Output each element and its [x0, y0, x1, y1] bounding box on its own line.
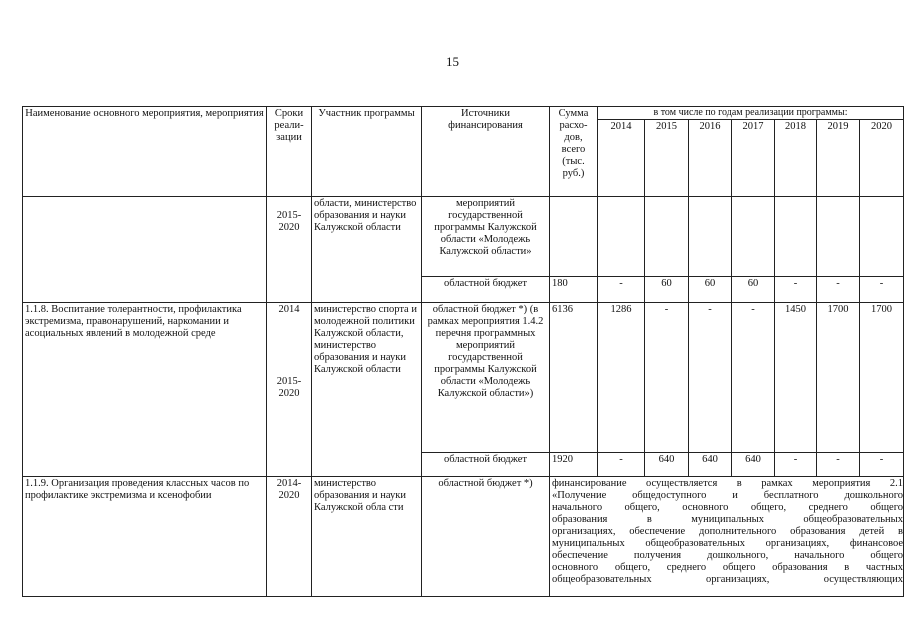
- financing-note-text: [552, 478, 903, 586]
- year-value: -: [775, 453, 817, 477]
- financing-note-line: основного общего, среднего общего образования в частных: [552, 562, 903, 573]
- header-year: 2019: [817, 120, 860, 197]
- header-year: 2020: [860, 120, 904, 197]
- financing-note-line: образования в муниципальных общеобразовательных: [552, 514, 903, 525]
- terms-value: 2014: [278, 304, 300, 315]
- activity-name: [23, 197, 267, 303]
- financing-source: областной бюджет: [422, 277, 550, 303]
- activity-terms: [267, 197, 312, 303]
- terms-value: 2015-2020: [276, 210, 302, 233]
- header-year: 2018: [775, 120, 817, 197]
- activity-participant: области, министерство образования и науки Калужской области: [312, 197, 422, 303]
- financing-note-line: обеспечение получения дошкольного, начального общего: [552, 550, 903, 561]
- table-row: [23, 197, 904, 277]
- sum-value: 6136: [550, 303, 598, 453]
- year-value: 60: [689, 277, 732, 303]
- year-value: -: [775, 277, 817, 303]
- year-value: 1286: [598, 303, 645, 453]
- year-value: -: [860, 453, 904, 477]
- financing-note-line: муниципальных общеобразовательных организациях, финансовое: [552, 538, 903, 549]
- program-activities-table: [22, 106, 904, 597]
- year-value: [598, 197, 645, 277]
- financing-note: [550, 477, 904, 597]
- header-years-title: в том числе по годам реализации программы:: [598, 107, 904, 120]
- sum-value: 1920: [550, 453, 598, 477]
- header-year: 2017: [732, 120, 775, 197]
- year-value: -: [598, 453, 645, 477]
- year-value: [689, 197, 732, 277]
- activity-name: 1.1.8. Воспитание толерантности, профилактика экстремизма, правонарушений, наркомании и асоциальных явлений в молодежной среде: [23, 303, 267, 477]
- financing-note-line: начального общего, основного общего, среднего общего: [552, 502, 903, 513]
- year-value: -: [732, 303, 775, 453]
- financing-note-line: общеобразовательных организациях, осуществляющих: [552, 574, 903, 585]
- year-value: -: [598, 277, 645, 303]
- header-sources: Источники финансирования: [422, 107, 550, 197]
- sum-value: 180: [550, 277, 598, 303]
- activity-participant: министерство спорта и молодежной политики Калужской области, министерство образования и науки Калужской области: [312, 303, 422, 477]
- year-value: -: [689, 303, 732, 453]
- activity-terms: [267, 303, 312, 477]
- year-value: 1450: [775, 303, 817, 453]
- year-value: -: [817, 277, 860, 303]
- year-value: 1700: [817, 303, 860, 453]
- year-value: 60: [645, 277, 689, 303]
- year-value: -: [817, 453, 860, 477]
- year-value: 60: [732, 277, 775, 303]
- header-year: 2015: [645, 120, 689, 197]
- header-terms: Сроки реали-зации: [267, 107, 312, 197]
- table-header-row: [23, 107, 904, 120]
- activity-terms: 2014-2020: [267, 477, 312, 597]
- table-row: [23, 477, 904, 597]
- year-value: [860, 197, 904, 277]
- year-value: [817, 197, 860, 277]
- financing-note-line: финансирование осуществляется в рамках мероприятия 2.1: [552, 478, 903, 489]
- financing-note-line: организациях, обеспечение дополнительного образования детей в: [552, 526, 903, 537]
- activity-name: 1.1.9. Организация проведения классных часов по профилактике экстремизма и ксенофобии: [23, 477, 267, 597]
- year-value: [645, 197, 689, 277]
- header-year: 2016: [689, 120, 732, 197]
- header-year: 2014: [598, 120, 645, 197]
- financing-source: областной бюджет *) (в рамках мероприятия 1.4.2 перечня программных мероприятий государственной программы Калужской области «Молодежь Калужской области»): [422, 303, 550, 453]
- financing-source: областной бюджет *): [422, 477, 550, 597]
- year-value: 1700: [860, 303, 904, 453]
- sum-value: [550, 197, 598, 277]
- financing-note-line: «Получение общедоступного и бесплатного дошкольного: [552, 490, 903, 501]
- year-value: -: [645, 303, 689, 453]
- header-name: Наименование основного мероприятия, мероприятия: [23, 107, 267, 197]
- year-value: [732, 197, 775, 277]
- table-row: [23, 303, 904, 453]
- year-value: 640: [645, 453, 689, 477]
- header-participant: Участник программы: [312, 107, 422, 197]
- page-number: 15: [446, 54, 459, 69]
- activity-participant: министерство образования и науки Калужской обла сти: [312, 477, 422, 597]
- year-value: 640: [732, 453, 775, 477]
- year-value: -: [860, 277, 904, 303]
- terms-value: 2015-2020: [276, 376, 302, 399]
- financing-source: мероприятий государственной программы Калужской области «Молодежь Калужской области»: [422, 197, 550, 277]
- header-sum: Сумма расхо-дов, всего (тыс. руб.): [550, 107, 598, 197]
- year-value: 640: [689, 453, 732, 477]
- financing-source: областной бюджет: [422, 453, 550, 477]
- year-value: [775, 197, 817, 277]
